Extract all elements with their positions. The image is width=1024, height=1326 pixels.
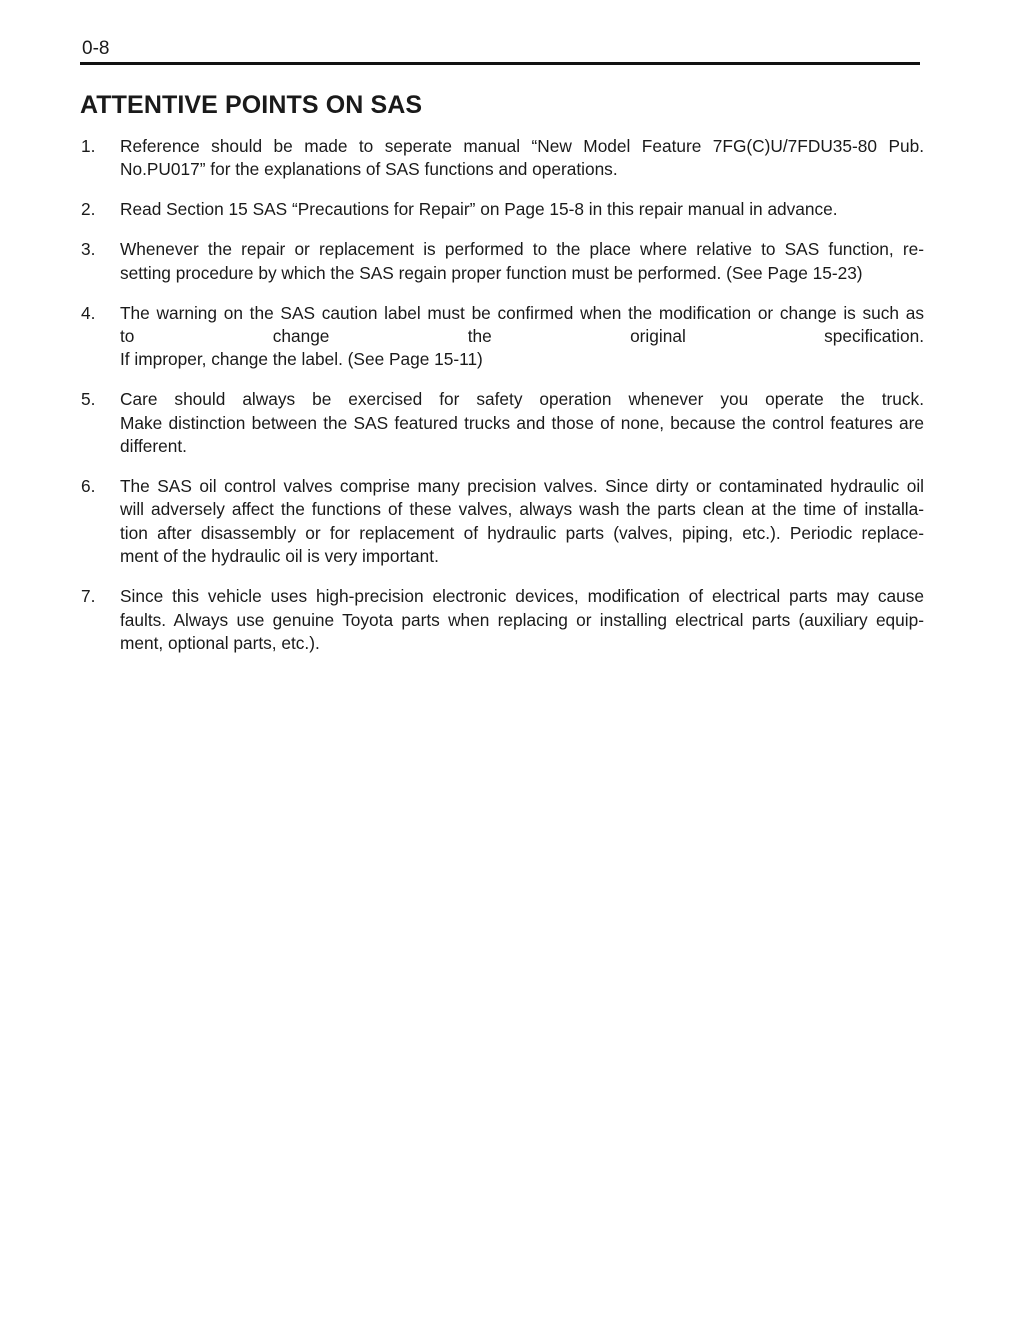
list-item [80,585,924,655]
list-item-text [120,238,924,285]
list-item [80,388,924,458]
text-line: ment of the hydraulic oil is very important. [120,546,439,567]
text-line: to change the original specification. [120,325,924,346]
list-item-number: 6. [81,475,96,496]
list-item-number: 4. [81,302,96,323]
text-line: If improper, change the label. (See Page 15-11) [120,349,483,370]
list-item-number: 3. [81,239,96,260]
list-item-number: 5. [81,389,96,410]
list-item-number: 2. [81,199,96,220]
text-line: will adversely affect the functions of these valves, always wash the parts clean at the time of installa- [120,499,924,520]
list-item-text [120,302,924,372]
list-item-text [120,475,924,569]
section-title: ATTENTIVE POINTS ON SAS [80,91,423,119]
list-item-text [120,585,924,655]
text-line: Read Section 15 SAS “Precautions for Repair” on Page 15-8 in this repair manual in advance. [120,199,838,220]
page-number: 0-8 [82,38,110,59]
list-item-text [120,388,924,458]
text-line: Reference should be made to seperate manual “New Model Feature 7FG(C)U/7FDU35-80 Pub. [120,136,924,156]
text-line: The warning on the SAS caution label must be confirmed when the modification or change is such as [120,302,924,323]
text-line: The SAS oil control valves comprise many precision valves. Since dirty or contaminated hydraulic oil [120,475,924,496]
text-line: Care should always be exercised for safety operation whenever you operate the truck. [120,389,924,410]
attentive-points-list [80,135,924,672]
list-item [80,198,924,221]
text-line: tion after disassembly or for replacement of hydraulic parts (valves, piping, etc.). Periodic replace- [120,522,924,543]
header-rule [80,62,920,65]
text-line: No.PU017” for the explanations of SAS functions and operations. [120,159,618,180]
list-item-number: 7. [81,586,96,607]
list-item [80,302,924,372]
text-line: different. [120,436,187,457]
list-item [80,135,924,182]
text-line: faults. Always use genuine Toyota parts when replacing or installing electrical parts (auxiliary equip- [120,609,924,630]
list-item-text [120,135,924,182]
text-line: Make distinction between the SAS featured trucks and those of none, because the control features are [120,412,924,433]
list-item-text [120,198,924,221]
list-item [80,475,924,569]
text-line: Since this vehicle uses high-precision electronic devices, modification of electrical parts may cause [120,586,924,607]
list-item-number: 1. [81,136,96,156]
text-line: setting procedure by which the SAS regain proper function must be performed. (See Page 15-23) [120,262,863,283]
list-item [80,238,924,285]
text-line: ment, optional parts, etc.). [120,632,320,653]
text-line: Whenever the repair or replacement is performed to the place where relative to SAS function, re- [120,239,924,260]
